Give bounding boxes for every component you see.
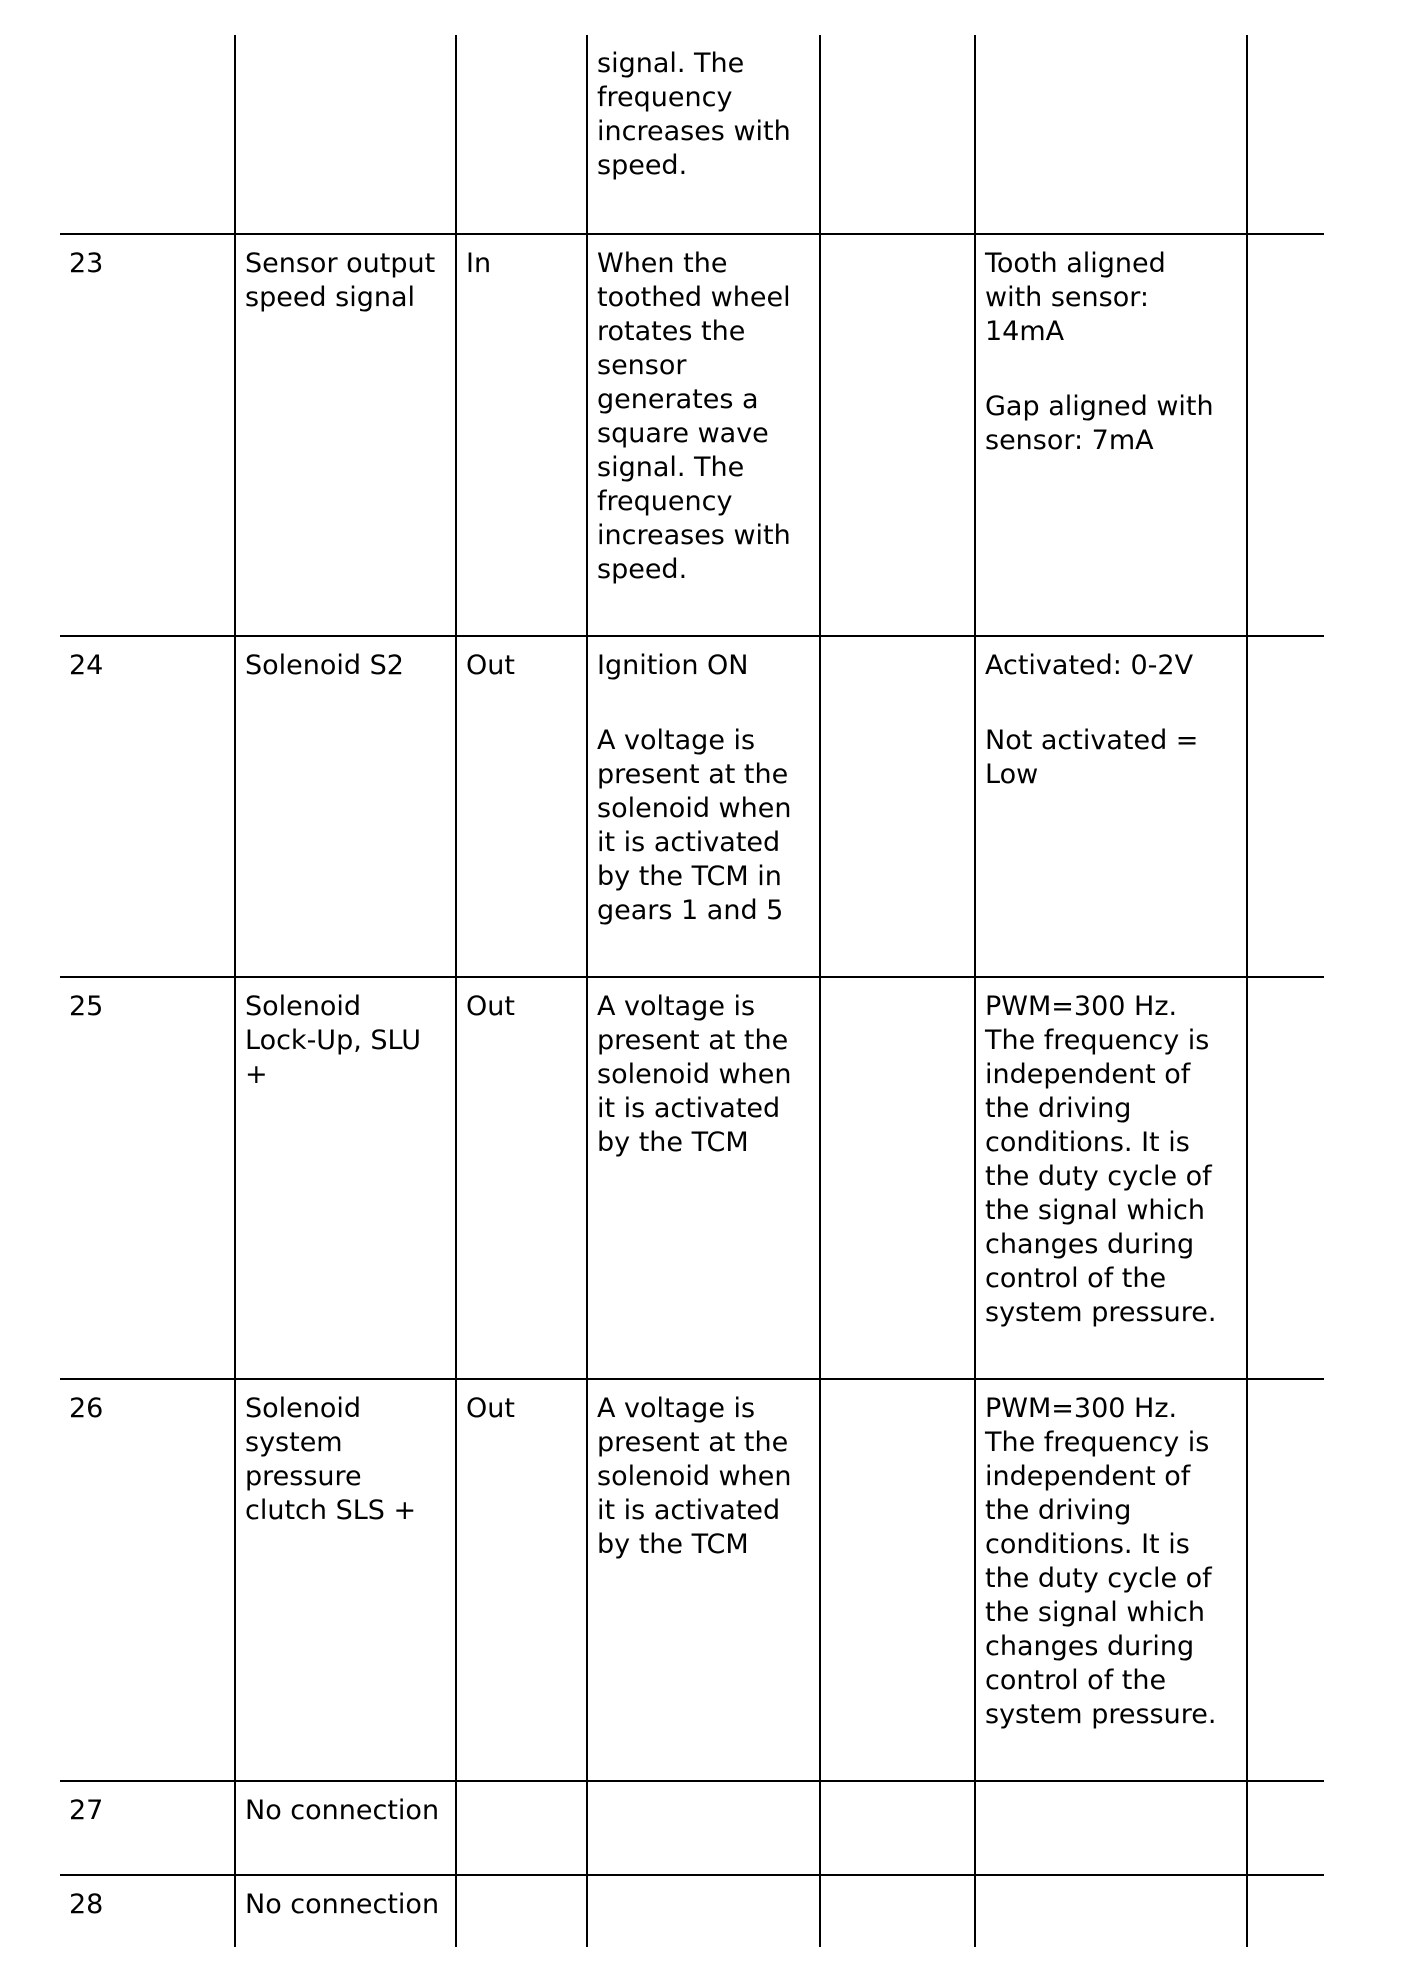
cell-text-line: frequency <box>597 82 733 113</box>
cell-text-line: gears 1 and 5 <box>597 895 784 926</box>
cell-text-line: 14mA <box>985 316 1065 347</box>
cell-text-line: by the TCM <box>597 1127 749 1158</box>
value-cell <box>975 1781 1247 1875</box>
cell-text-line: the signal which <box>985 1597 1205 1628</box>
col7-cell <box>1247 1781 1324 1875</box>
cell-text-line: rotates the <box>597 316 746 347</box>
cell-text-line: solenoid when <box>597 1461 792 1492</box>
cell-text-line: toothed wheel <box>597 282 791 313</box>
cell-text-line: When the <box>597 248 728 279</box>
direction-cell <box>456 234 587 636</box>
col5-cell <box>820 1781 975 1875</box>
cell-text-line: 28 <box>69 1889 104 1920</box>
col7-cell <box>1247 1379 1324 1781</box>
paragraph-gap <box>597 683 811 724</box>
cell-text-line: it is activated <box>597 827 781 858</box>
cell-text-line: solenoid when <box>597 793 792 824</box>
col5-cell <box>820 1875 975 1947</box>
cell-text-line: the signal which <box>985 1195 1205 1226</box>
name-cell <box>235 977 456 1379</box>
description-cell <box>587 1379 820 1781</box>
value-cell <box>975 1379 1247 1781</box>
direction-cell <box>456 1875 587 1947</box>
cell-text-line: speed. <box>597 150 688 181</box>
cell-text-line: sensor <box>597 350 687 381</box>
cell-text-line: signal. The <box>597 452 745 483</box>
col7-cell <box>1247 1875 1324 1947</box>
cell-text-line: control of the <box>985 1665 1167 1696</box>
cell-text-line: conditions. It is <box>985 1127 1190 1158</box>
cell-text-line: PWM=300 Hz. <box>985 1393 1178 1424</box>
cell-text-line: frequency <box>597 486 733 517</box>
cell-text-line: solenoid when <box>597 1059 792 1090</box>
table-row <box>60 35 1324 234</box>
pin-cell <box>60 234 235 636</box>
cell-text-line: changes during <box>985 1229 1195 1260</box>
cell-text-line: speed. <box>597 554 688 585</box>
paragraph-gap <box>985 683 1238 724</box>
cell-text-line: it is activated <box>597 1495 781 1526</box>
cell-text-line: system pressure. <box>985 1699 1217 1730</box>
col7-cell <box>1247 234 1324 636</box>
cell-text-line: system <box>245 1427 343 1458</box>
table-row <box>60 1875 1324 1947</box>
cell-text-line: the duty cycle of <box>985 1563 1212 1594</box>
cell-text-line: A voltage is <box>597 725 756 756</box>
description-cell <box>587 1781 820 1875</box>
cell-text-line: increases with <box>597 520 791 551</box>
cell-text-line: by the TCM in <box>597 861 782 892</box>
pin-cell <box>60 636 235 977</box>
direction-cell <box>456 1379 587 1781</box>
cell-text-line: A voltage is <box>597 991 756 1022</box>
cell-text-line: In <box>466 248 492 279</box>
table-row <box>60 234 1324 636</box>
cell-text-line: increases with <box>597 116 791 147</box>
cell-text-line: system pressure. <box>985 1297 1217 1328</box>
pin-cell <box>60 977 235 1379</box>
col7-cell <box>1247 977 1324 1379</box>
cell-text-line: present at the <box>597 759 789 790</box>
cell-text-line: Out <box>466 1393 515 1424</box>
description-cell <box>587 636 820 977</box>
pin-table <box>60 35 1324 1947</box>
cell-text-line: independent of <box>985 1059 1191 1090</box>
cell-text-line: Gap aligned with <box>985 391 1214 422</box>
cell-text-line: Solenoid <box>245 991 362 1022</box>
cell-text-line: Solenoid <box>245 1393 362 1424</box>
name-cell <box>235 1875 456 1947</box>
col5-cell <box>820 1379 975 1781</box>
direction-cell <box>456 977 587 1379</box>
cell-text-line: the duty cycle of <box>985 1161 1212 1192</box>
cell-text-line: 24 <box>69 650 104 681</box>
cell-text-line: it is activated <box>597 1093 781 1124</box>
paragraph-gap <box>985 349 1238 390</box>
pin-cell <box>60 1875 235 1947</box>
cell-text-line: The frequency is <box>985 1427 1210 1458</box>
col7-cell <box>1247 35 1324 234</box>
pin-cell <box>60 1379 235 1781</box>
value-cell <box>975 1875 1247 1947</box>
cell-text-line: independent of <box>985 1461 1191 1492</box>
col5-cell <box>820 35 975 234</box>
cell-text-line: Solenoid S2 <box>245 650 404 681</box>
cell-text-line: present at the <box>597 1427 789 1458</box>
cell-text-line: the driving <box>985 1093 1132 1124</box>
description-cell <box>587 977 820 1379</box>
name-cell <box>235 234 456 636</box>
name-cell <box>235 1379 456 1781</box>
direction-cell <box>456 636 587 977</box>
cell-text-line: control of the <box>985 1263 1167 1294</box>
table-row <box>60 977 1324 1379</box>
cell-text-line: No connection <box>245 1889 440 1920</box>
cell-text-line: The frequency is <box>985 1025 1210 1056</box>
value-cell <box>975 234 1247 636</box>
cell-text-line: sensor: 7mA <box>985 425 1154 456</box>
col5-cell <box>820 977 975 1379</box>
col5-cell <box>820 636 975 977</box>
cell-text-line: 27 <box>69 1795 104 1826</box>
table-row <box>60 636 1324 977</box>
description-cell <box>587 1875 820 1947</box>
cell-text-line: Low <box>985 759 1039 790</box>
pin-cell <box>60 1781 235 1875</box>
pin-cell <box>60 35 235 234</box>
description-cell <box>587 234 820 636</box>
name-cell <box>235 636 456 977</box>
col5-cell <box>820 234 975 636</box>
cell-text-line: pressure <box>245 1461 362 1492</box>
table-row <box>60 1379 1324 1781</box>
cell-text-line: No connection <box>245 1795 440 1826</box>
name-cell <box>235 35 456 234</box>
table-row <box>60 1781 1324 1875</box>
cell-text-line: speed signal <box>245 282 416 313</box>
cell-text-line: + <box>245 1059 268 1090</box>
cell-text-line: conditions. It is <box>985 1529 1190 1560</box>
cell-text-line: Out <box>466 991 515 1022</box>
direction-cell <box>456 35 587 234</box>
value-cell <box>975 636 1247 977</box>
name-cell <box>235 1781 456 1875</box>
cell-text-line: Activated: 0-2V <box>985 650 1194 681</box>
cell-text-line: 26 <box>69 1393 104 1424</box>
cell-text-line: Ignition ON <box>597 650 749 681</box>
cell-text-line: generates a <box>597 384 759 415</box>
col7-cell <box>1247 636 1324 977</box>
cell-text-line: with sensor: <box>985 282 1149 313</box>
cell-text-line: 25 <box>69 991 104 1022</box>
cell-text-line: present at the <box>597 1025 789 1056</box>
cell-text-line: Tooth aligned <box>985 248 1166 279</box>
cell-text-line: Out <box>466 650 515 681</box>
value-cell <box>975 977 1247 1379</box>
cell-text-line: 23 <box>69 248 104 279</box>
cell-text-line: PWM=300 Hz. <box>985 991 1178 1022</box>
cell-text-line: Sensor output <box>245 248 436 279</box>
table-body <box>60 35 1324 1947</box>
cell-text-line: Not activated = <box>985 725 1199 756</box>
cell-text-line: A voltage is <box>597 1393 756 1424</box>
cell-text-line: Lock-Up, SLU <box>245 1025 421 1056</box>
cell-text-line: the driving <box>985 1495 1132 1526</box>
description-cell <box>587 35 820 234</box>
value-cell <box>975 35 1247 234</box>
cell-text-line: by the TCM <box>597 1529 749 1560</box>
cell-text-line: clutch SLS + <box>245 1495 417 1526</box>
cell-text-line: square wave <box>597 418 769 449</box>
cell-text-line: signal. The <box>597 48 745 79</box>
cell-text-line: changes during <box>985 1631 1195 1662</box>
direction-cell <box>456 1781 587 1875</box>
